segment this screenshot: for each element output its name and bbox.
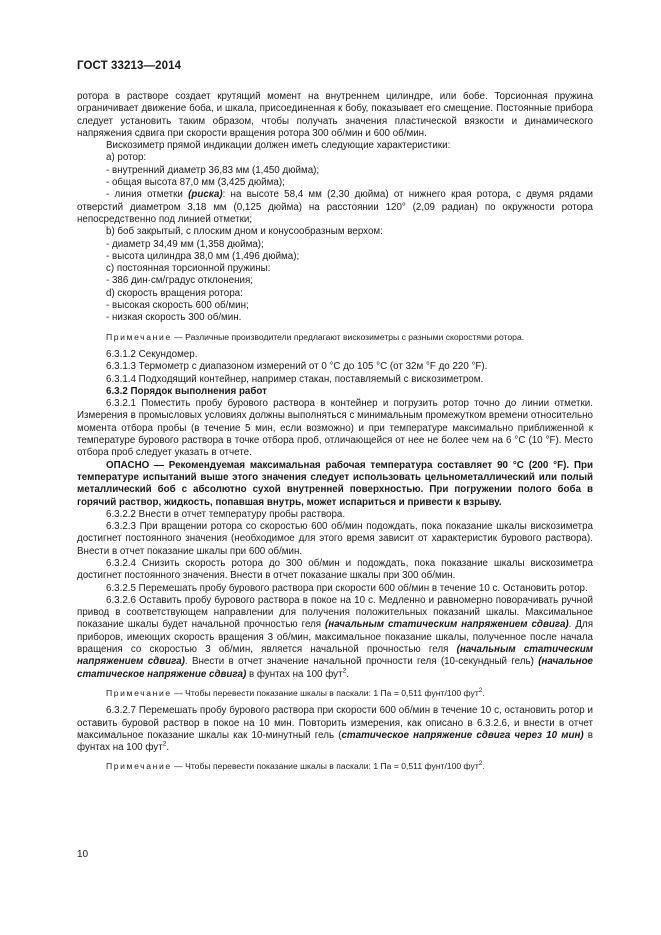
note [77,687,593,699]
text-span: в фунтах на 100 фут [77,729,593,754]
superscript: 2 [478,687,483,695]
text-span: . [482,761,485,772]
list-item: с) постоянная торсионной пружины: [106,263,271,275]
section-item: 6.3.1.3 Термометр с диапазоном измерений от 0 °С до 105 °С (от 32м °F до 220 °F). [106,361,488,373]
note [77,331,593,343]
list-item: - низкая скорость 300 об/мин. [106,312,242,324]
paragraph: Вискозиметр прямой индикации должен иметь следующие характеристики: [106,140,451,152]
text-span: : на высоте 58,4 мм (2,30 дюйма) от нижнего края ротора, с двумя рядами отверстий диаметром 3,18 мм (0,125 дюйма) на расстоянии 120° (2,09 радиан) по окружности ротора непосредственно под линией отметки; [77,189,593,225]
section-item: 6.3.2.4 Снизить скорость ротора до 300 об/мин и подождать, пока показание шкалы вискозиметра достигнет постоянного значения. Внести в отчет показание шкалы при 300 об/мин. [77,557,593,582]
emphasis: (начальным статическим напряжением сдвига) [325,619,569,631]
text-span: в фунтах на 100 фут [246,668,343,680]
section-item [77,595,593,681]
paragraph: ротора в растворе создает крутящий момент на внутреннем цилиндре, или бобе. Торсионная пружина ограничивает движение боба, и шкала, присоединенная к бобу, показывает его смещение. Постоянные прибора следует установить таким образом, чтобы получать значения пластической вязкости и динамического напряжения сдвига при скорости вращения ротора 300 об/мин и 600 об/мин. [77,91,593,139]
section-item: 6.3.2.5 Перемешать пробу бурового раствора при скорости 600 об/мин в течение 10 с. Остановить ротор. [106,582,588,594]
page-number: 10 [77,849,89,860]
note-text: — Чтобы перевести показание шкалы в паскали: 1 Па = 0,511 фунт/100 фут [171,687,479,698]
superscript: 2 [162,740,167,748]
list-item: - диаметр 34,49 мм (1,358 дюйма); [106,238,264,250]
list-item: - высота цилиндра 38,0 мм (1,496 дюйма); [106,250,300,262]
text-span: . [346,668,349,680]
text-span: 6.3.2.6 Оставить пробу бурового раствора в покое на 10 с. Медленно и равномерно поворачивать ручной привод в соответствующем направлении для получения положительных показаний шкалы. Максимальное показание шкалы будет начальной прочностью геля [77,594,593,631]
section-item: 6.3.2.2 Внести в отчет температуру пробы раствора. [106,508,346,520]
section-item: 6.3.2.3 При вращении ротора со скоростью 600 об/мин подождать, пока показание шкалы вискозиметра достигнет постоянного значения (необходимое для этого время зависит от характеристик бурового раствора). Внести в отчет показание шкалы при 600 об/мин. [77,521,593,557]
note [77,760,593,772]
superscript: 2 [342,667,347,675]
note-label: Примечание [106,331,172,342]
list-item: - внутренний диаметр 36,83 мм (1,450 дюйма); [106,164,320,176]
section-item: 6.3.1.2 Секундомер. [106,348,198,360]
section-item [77,705,593,754]
text-span: . [482,687,485,698]
document-body [77,91,593,779]
section-heading: 6.3.2 Порядок выполнения работ [106,385,267,397]
text-span: 6.3.2.7 Перемешать пробу бурового раствора при скорости 600 об/мин в течение 10 с, остановить ротор и оставить буровой раствор в покое на 10 мин. Повторить измерения, как описано в 6.3.2.6, и внести в отчет максимальное показание шкалы как 10-минутный гель ( [77,705,593,741]
list-item: b) боб закрытый, с плоским дном и конусообразным верхом: [106,226,383,238]
list-item: - высокая скорость 600 об/мин; [106,300,249,312]
emphasis: (начальное статическое напряжение сдвига) [77,656,593,680]
note-label: Примечание [106,687,172,698]
text-span: - линия отметки [106,189,189,201]
list-item: - общая высота 87,0 мм (3,425 дюйма); [106,177,285,189]
text-span: . Для приборов, имеющих скорость вращения 3 об/мин, максимальное показание шкалы, полученное после начала вращения со скоростью 3 об/мин, является начальной прочностью геля [77,619,593,656]
section-item: 6.3.1.4 Подходящий контейнер, например стакан, поставляемый с вискозиметром. [106,373,484,385]
list-item: а) ротор: [106,152,147,164]
superscript: 2 [478,760,483,768]
emphasis: (риска) [188,189,223,201]
danger-warning: ОПАСНО — Рекомендуемая максимальная рабочая температура составляет 90 °С (200 °F). При температуре испытаний выше этого значения следует использовать цельнометаллический или полый металлический боб с абсолютно сухой внутренней поверхностью. При погружении полого боба в горячий раствор, жидкость, попавшая внутрь, может испариться и привести к взрыву. [77,459,593,508]
section-item: 6.3.2.1 Поместить пробу бурового раствора в контейнер и погрузить ротор точно до линии отметки. Измерения в промысловых условиях должны выполняться с минимальным промежутком времени относительно момента отбора пробы (в течение 5 мин, если возможно) и при температуре максимально приближенной к температуре бурового раствора в точке отбора проб, отличающейся от нее не более чем на 6 °С (10 °F). Место отбора проб следует указать в отчете. [77,398,593,459]
text-span: . [166,742,170,754]
note-label: Примечание [106,761,172,772]
emphasis: (начальным статическим напряжением сдвига) [77,644,593,668]
document-header: ГОСТ 33213—2014 [77,60,182,72]
list-item: - 386 дин·см/градус отклонения; [106,275,254,287]
note-text: — Чтобы перевести показание шкалы в паскали: 1 Па = 0,511 фунт/100 фут [171,761,479,772]
note-text: — Различные производители предлагают вискозиметры с разными скоростями ротора. [171,331,525,342]
list-item: d) скорость вращения ротора: [106,287,243,299]
text-span: . Внести в отчет значение начальной прочности геля (10-секундный гель) [184,656,539,668]
list-item [77,189,593,226]
emphasis: статическое напряжение сдвига через 10 мин) [341,729,584,741]
